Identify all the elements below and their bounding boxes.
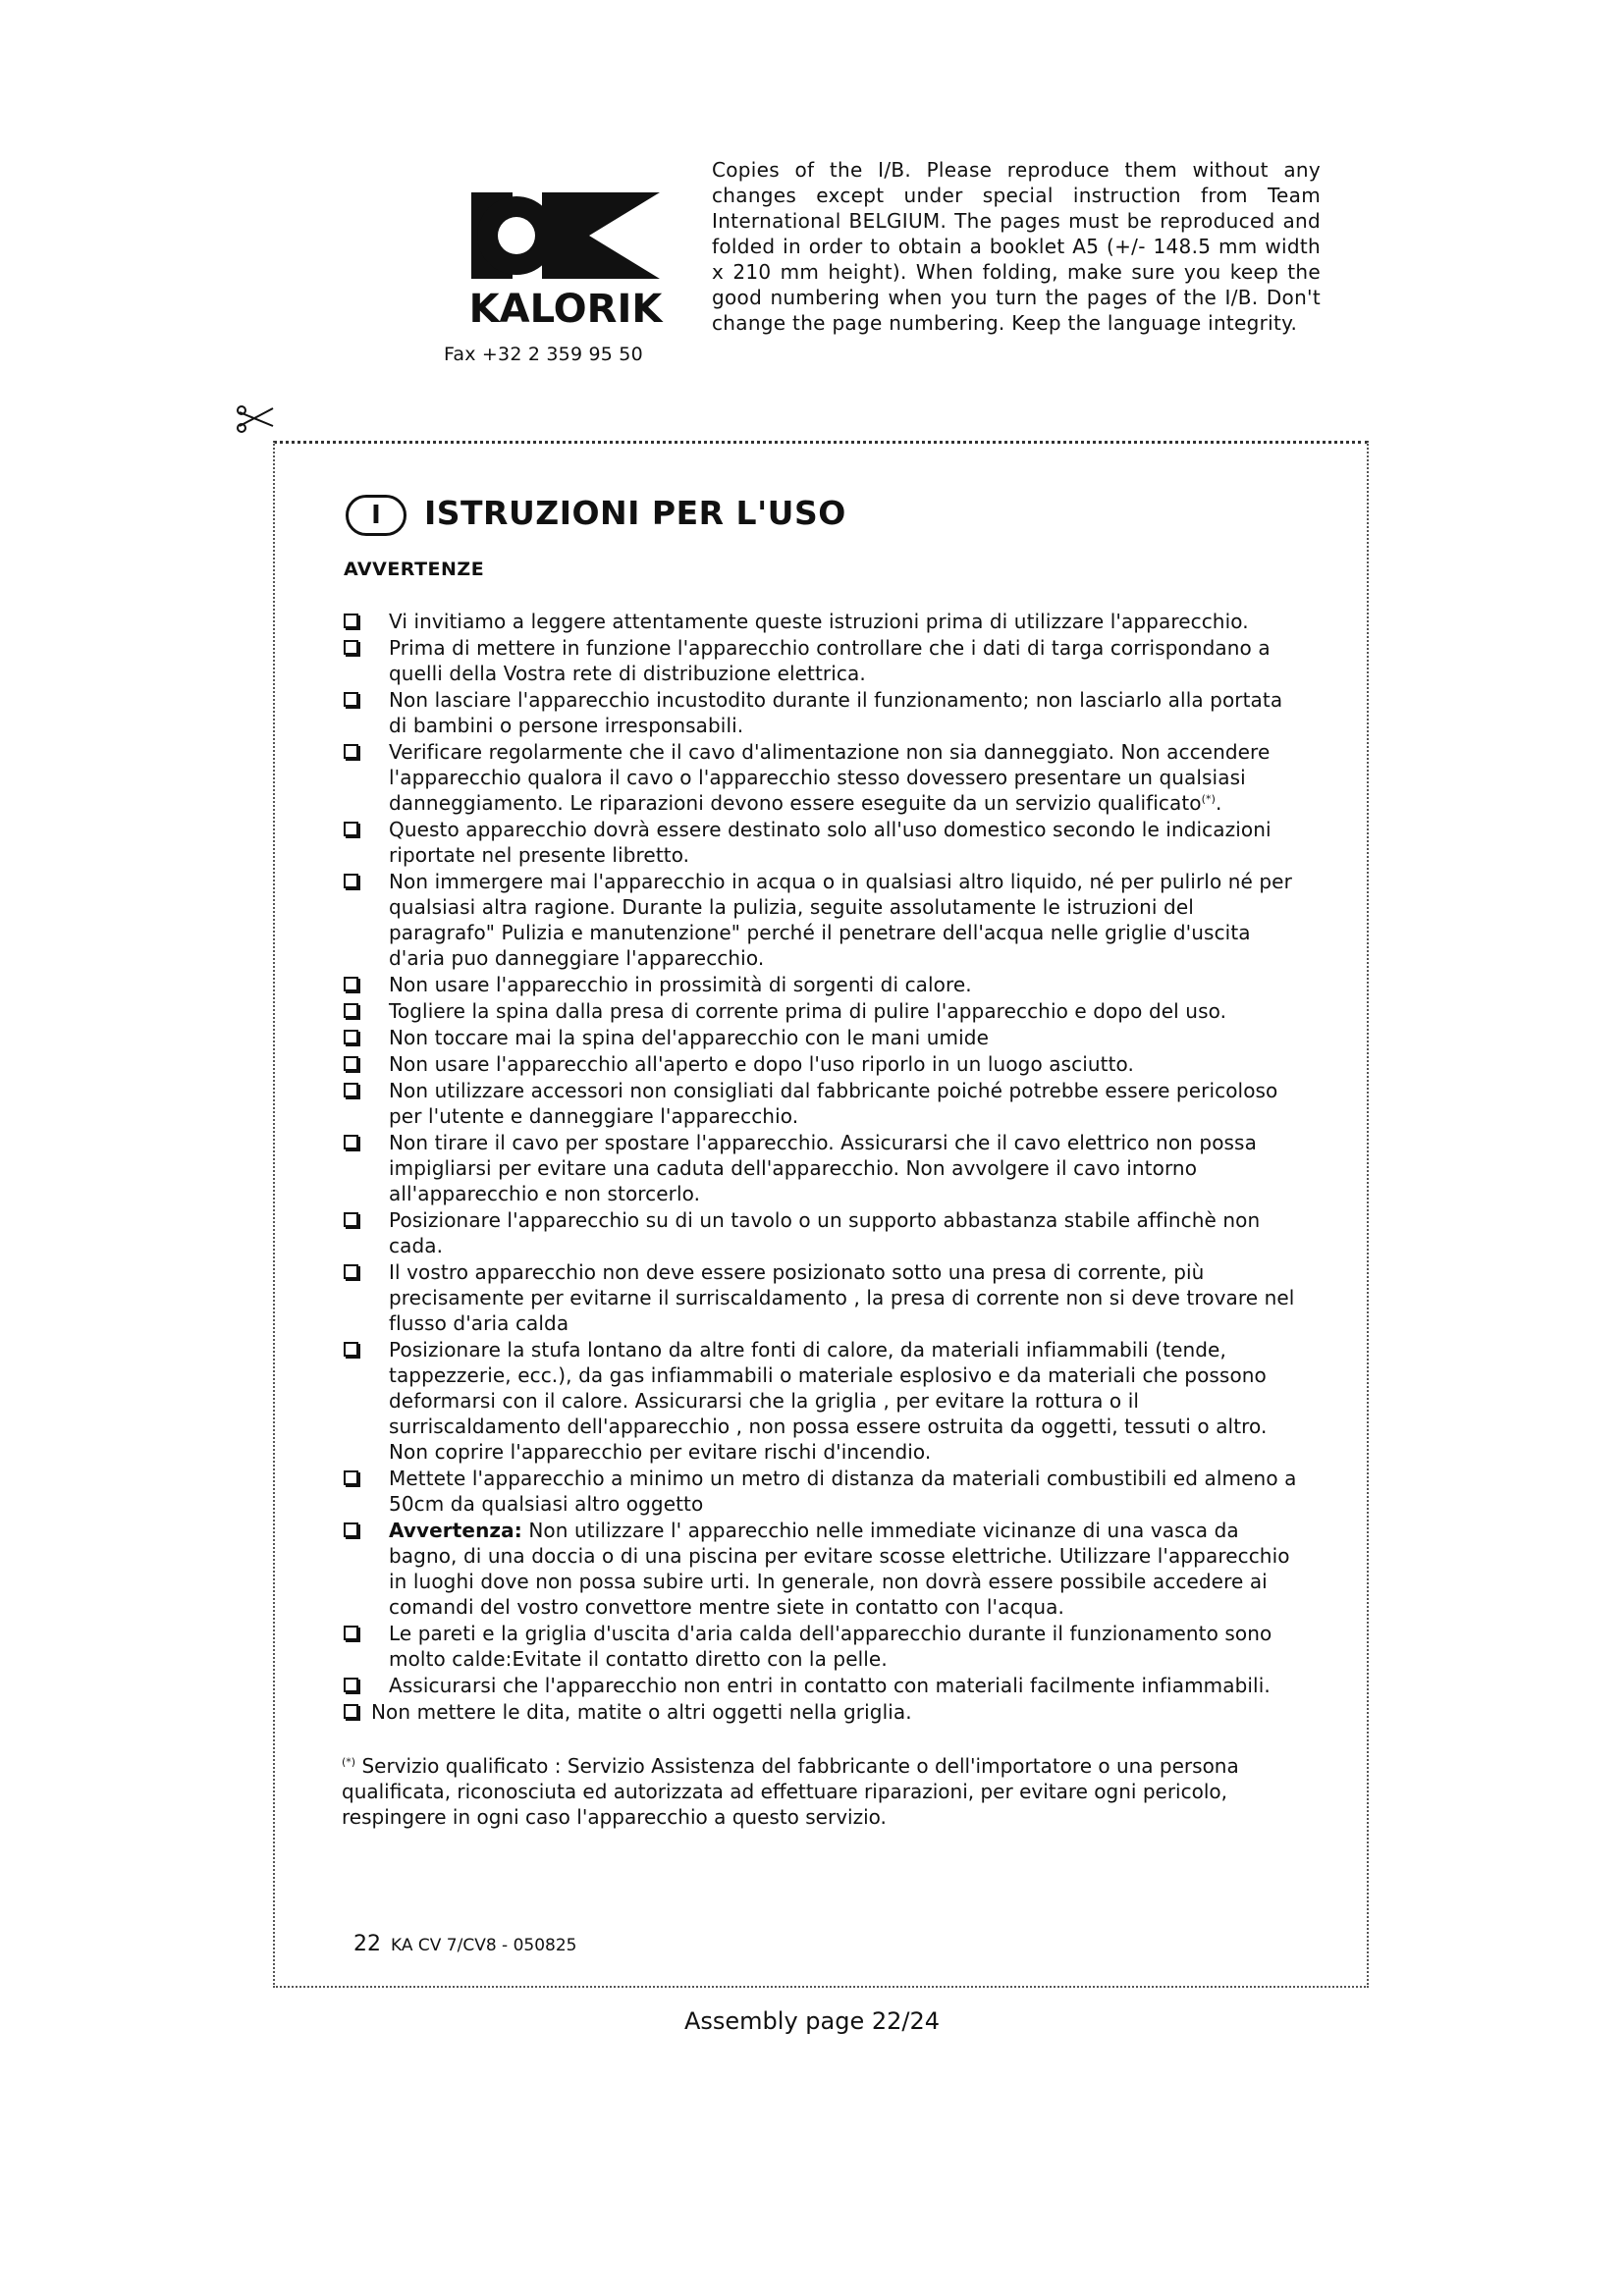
warning-text: Non utilizzare accessori non consigliati dal fabbricante poiché potrebbe essere pericoloso per l'utente e danneggiare l'apparecchio. xyxy=(389,1079,1278,1128)
footnote xyxy=(342,1753,1284,1830)
warning-item xyxy=(342,1051,1304,1077)
kalorik-logo xyxy=(452,185,679,332)
warning-item xyxy=(342,687,1304,738)
warning-text: Non tirare il cavo per spostare l'apparecchio. Assicurarsi che il cavo elettrico non possa impigliarsi per evitare una caduta dell'apparecchio. Non avvolgere il cavo intorno all'apparecchio e non storcerlo. xyxy=(389,1131,1257,1205)
checkbox-bullet-icon xyxy=(344,1083,358,1097)
warning-text: Verificare regolarmente che il cavo d'alimentazione non sia danneggiato. Non accendere l'apparecchio qualora il cavo o l'apparecchio stesso dovessero presentare un qualsiasi danneggiamento. Le riparazioni devono essere eseguite da un servizio qualificato xyxy=(389,740,1271,815)
checkbox-bullet-icon xyxy=(344,822,358,836)
warning-item xyxy=(342,1673,1304,1698)
warning-text: Non utilizzare l' apparecchio nelle immediate vicinanze di una vasca da bagno, di una doccia o di una piscina per evitare scosse elettriche. Utilizzare l'apparecchio in luoghi dove non possa subire urti. In generale, non dovrà essere possibile accedere ai comandi del vostro convettore mentre siete in contatto con l'acqua. xyxy=(389,1519,1290,1619)
warning-item xyxy=(342,739,1304,816)
fax-number: Fax +32 2 359 95 50 xyxy=(444,344,643,365)
warning-text: Non immergere mai l'apparecchio in acqua o in qualsiasi altro liquido, né per pulirlo né per qualsiasi altra ragione. Durante la pulizia, seguite assolutamente le istruzioni del paragrafo" Pulizia e manutenzione" perché il penetrare dell'acqua nelle griglie d'uscita d'aria puo danneggiare l'apparecchio. xyxy=(389,870,1292,970)
checkbox-bullet-icon xyxy=(344,1264,358,1279)
warning-text: Non usare l'apparecchio in prossimità di sorgenti di calore. xyxy=(389,973,972,996)
assembly-page-label: Assembly page 22/24 xyxy=(683,2007,941,2035)
checkbox-bullet-icon xyxy=(344,1470,358,1485)
warning-text: Posizionare la stufa lontano da altre fonti di calore, da materiali infiammabili (tende, tappezzerie, ecc.), da gas infiammabili o materiale esplosivo e da materiali che possono deformarsi con il calore. Assicurarsi che la griglia , per evitare la rottura o il surriscaldamento dell'apparecchio , non possa essere ostruita da oggetti, tessuti o altro. Non coprire l'apparecchio per evitare rischi d'incendio. xyxy=(389,1338,1268,1464)
language-badge: I xyxy=(346,495,406,536)
checkbox-bullet-icon xyxy=(344,1522,358,1537)
warning-item xyxy=(342,1259,1304,1336)
scissors-icon xyxy=(236,404,277,434)
warning-text: Non lasciare l'apparecchio incustodito durante il funzionamento; non lasciarlo alla portata di bambini o persone irresponsabili. xyxy=(389,688,1283,737)
checkbox-bullet-icon xyxy=(344,1030,358,1044)
footnote-text: Servizio qualificato : Servizio Assistenza del fabbricante o dell'importatore o una persona qualificata, riconosciuta ed autorizzata ad effettuare riparazioni, per evitare ogni pericolo, respingere in ogni caso l'apparecchio a questo servizio. xyxy=(342,1754,1239,1829)
warning-text-tail: . xyxy=(1216,791,1222,815)
checkbox-bullet-icon xyxy=(344,1626,358,1640)
warning-item xyxy=(342,1518,1304,1620)
warning-text: Le pareti e la griglia d'uscita d'aria calda dell'apparecchio durante il funzionamento sono molto calde:Evitate il contatto diretto con la pelle. xyxy=(389,1622,1272,1671)
warning-item xyxy=(342,1207,1304,1258)
warning-item xyxy=(342,998,1304,1024)
warning-item xyxy=(342,1466,1304,1517)
checkbox-bullet-icon xyxy=(344,1003,358,1018)
checkbox-bullet-icon xyxy=(344,1212,358,1227)
warning-text: Mettete l'apparecchio a minimo un metro di distanza da materiali combustibili ed almeno a 50cm da qualsiasi altro oggetto xyxy=(389,1467,1297,1516)
warning-item xyxy=(342,1025,1304,1050)
checkbox-bullet-icon xyxy=(344,874,358,888)
footnote-mark: (*) xyxy=(342,1755,356,1769)
warning-item xyxy=(342,635,1304,686)
checkbox-bullet-icon xyxy=(344,977,358,991)
warning-text: Il vostro apparecchio non deve essere posizionato sotto una presa di corrente, più precisamente per evitarne il surriscaldamento , la presa di corrente non si deve trovare nel flusso d'aria calda xyxy=(389,1260,1295,1335)
page-title: ISTRUZIONI PER L'USO xyxy=(424,494,846,532)
warning-item xyxy=(342,609,1304,634)
warning-text: Non mettere le dita, matite o altri oggetti nella griglia. xyxy=(371,1700,912,1724)
warning-item xyxy=(342,817,1304,868)
warning-text: Non usare l'apparecchio all'aperto e dopo l'uso riporlo in un luogo asciutto. xyxy=(389,1052,1134,1076)
warning-text: Assicurarsi che l'apparecchio non entri in contatto con materiali facilmente infiammabili. xyxy=(389,1674,1271,1697)
model-code: KA CV 7/CV8 - 050825 xyxy=(391,1936,577,1955)
page-number: 22 xyxy=(353,1932,381,1956)
warning-item xyxy=(342,1621,1304,1672)
warnings-list xyxy=(342,609,1304,1726)
checkbox-bullet-icon xyxy=(344,692,358,707)
warning-item xyxy=(342,869,1304,971)
warning-text: Prima di mettere in funzione l'apparecchio controllare che i dati di targa corrispondano a quelli della Vostra rete di distribuzione elettrica. xyxy=(389,636,1271,685)
checkbox-bullet-icon xyxy=(344,1342,358,1357)
checkbox-bullet-icon xyxy=(344,1135,358,1149)
warning-item xyxy=(342,1699,1304,1725)
checkbox-bullet-icon xyxy=(344,744,358,759)
warning-text: Questo apparecchio dovrà essere destinato solo all'uso domestico secondo le indicazioni riportate nel presente libretto. xyxy=(389,818,1272,867)
logo-wordmark: KALORIK xyxy=(468,287,663,332)
warning-text: Vi invitiamo a leggere attentamente queste istruzioni prima di utilizzare l'apparecchio. xyxy=(389,610,1249,633)
warning-text: Non toccare mai la spina del'apparecchio con le mani umide xyxy=(389,1026,989,1049)
section-heading: AVVERTENZE xyxy=(344,559,485,580)
warning-item xyxy=(342,1078,1304,1129)
warning-text: Togliere la spina dalla presa di corrente prima di pulire l'apparecchio e dopo del uso. xyxy=(389,999,1227,1023)
checkbox-bullet-icon xyxy=(344,1678,358,1692)
checkbox-bullet-icon xyxy=(344,1056,358,1071)
reproduction-note: Copies of the I/B. Please reproduce them without any changes except under special instruction from Team International BELGIUM. The pages must be reproduced and folded in order to obtain a booklet A5 (+/- 148.5 mm width x 210 mm height). When folding, make sure you keep the good numbering when you turn the pages of the I/B. Don't change the page numbering. Keep the language integrity. xyxy=(712,158,1321,335)
warning-emphasis: Avvertenza: xyxy=(389,1519,522,1542)
checkbox-bullet-icon xyxy=(344,640,358,655)
footnote-reference: (*) xyxy=(1201,792,1217,806)
warning-item xyxy=(342,1337,1304,1465)
checkbox-bullet-icon xyxy=(344,1704,358,1719)
warning-text: Posizionare l'apparecchio su di un tavolo o un supporto abbastanza stabile affinchè non cada. xyxy=(389,1208,1261,1257)
checkbox-bullet-icon xyxy=(344,614,358,628)
warning-item xyxy=(342,972,1304,997)
warning-item xyxy=(342,1130,1304,1206)
